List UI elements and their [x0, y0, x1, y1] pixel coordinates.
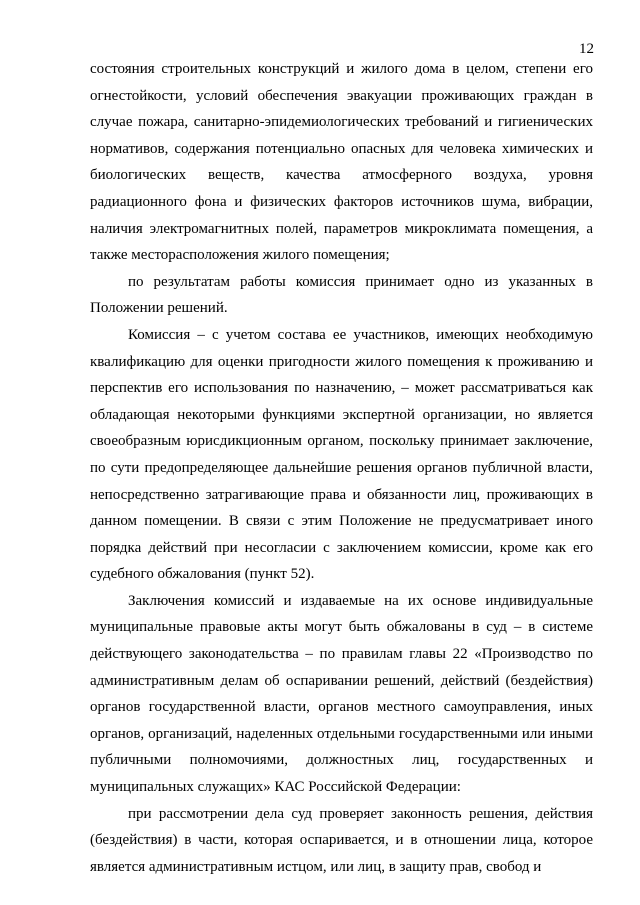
paragraph-appeal: Заключения комиссий и издаваемые на их основе индивидуальные муниципальные правовые акты могут быть обжалованы в суд – в системе действующего законодательства – по правилам главы 22 «Производство по административным делам об оспаривании решений, действий (бездействия) органов государственной власти, органов местного самоуправления, иных органов, организаций, наделенных отдельными государственными или иными публичными полномочиями, должностных лиц, государственных и муниципальных служащих» КАС Российской Федерации:: [90, 592, 593, 796]
paragraph-continuation: состояния строительных конструкций и жилого дома в целом, степени его огнестойкости, условий обеспечения эвакуации проживающих граждан в случае пожара, санитарно-эпидемиологических требований и гигиенических нормативов, содержания потенциально опасных для человека химических и биологических веществ, качества атмосферного воздуха, уровня радиационного фона и физических факторов источников шума, вибрации, наличия электромагнитных полей, параметров микроклимата помещения, а также месторасположения жилого помещения;: [90, 61, 593, 264]
paragraph-court-review: при рассмотрении дела суд проверяет законность решения, действия (бездействия) в части, которая оспаривается, и в отношении лица, которое является административным истцом, или лиц, в защиту прав, свобод и: [90, 805, 593, 875]
paragraph-commission-role: Комиссия – с учетом состава ее участников, имеющих необходимую квалификацию для оценки пригодности жилого помещения к проживанию и перспектив его использования по назначению, – может рассматриваться как обладающая некоторыми функциями экспертной организации, но является своеобразным юрисдикционным органом, поскольку принимает заключение, по сути предопределяющее дальнейшие решения органов публичной власти, непосредственно затрагивающие права и обязанности лиц, проживающих в данном помещении. В связи с этим Положение не предусматривает иного порядка действий при несогласии с заключением комиссии, кроме как его судебного обжалования (пункт 52).: [90, 326, 593, 583]
body-text: [90, 56, 593, 880]
paragraph-commission-decision: по результатам работы комиссия принимает одно из указанных в Положении решений.: [90, 273, 593, 317]
page-number: 12: [579, 41, 594, 57]
